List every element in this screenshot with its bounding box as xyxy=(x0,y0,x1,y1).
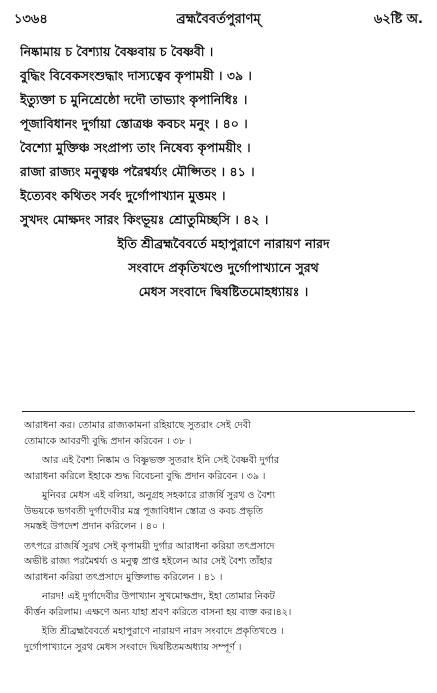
verse-line: নিষ্কামায় চ বৈশ্যায় বৈষ্ণবায় চ বৈষ্ণবী । xyxy=(20,44,214,59)
translation-line: ইতি শ্রীব্রহ্মবৈবর্তে মহাপুরাণে নারায়ণ নারদ সংবাদে প্রকৃতিখণ্ডে । xyxy=(42,626,284,637)
chapter-label: ৬২ষ্টি অ. xyxy=(373,12,423,27)
translation-line: কীর্ত্তন করিলাম। এক্ষণে অন্য যাহা শ্রবণ করিতে বাসনা হয় ব্যক্ত কর।৪২। xyxy=(24,606,292,618)
translation-line: আর এই বৈশ্য নিষ্কাম ও বিষ্ণুভক্ত সুতরাং ইনি সেই বৈষ্ণবী দুর্গার xyxy=(42,455,279,466)
translation-line: দুর্গোপাখ্যানে সুরথ মেধস সংবাদে দ্বিষষ্টিতমঅধ্যায় সম্পূর্ণ । xyxy=(24,641,242,653)
sanskrit-verses xyxy=(20,40,427,304)
colophon-line: সংবাদে প্রকৃতিখণ্ডে দুর্গোপাখ্যানে সুরথ xyxy=(128,260,319,275)
translation-line: আরাধনা করিয়া তৎপ্রসাদে মুক্তিলাভ করিলেন । ৪১ । xyxy=(24,571,223,583)
translation-line: অভীষ্ট রাজ্য পরমৈশ্বর্য্য ও মনুত্ব প্রাপ্ত হইলেন আর সেই বৈশ্য তাঁহার xyxy=(24,556,273,567)
page-header xyxy=(14,10,423,32)
translation-line: তোমাকে আবরণী বুদ্ধি প্রদান করিবেন । ৩৮ । xyxy=(24,435,192,447)
translation-line: নারদ! এই দুর্গাদেবীর উপাখ্যান সুখমোক্ষপ্রদ, ইহা তোমার নিকট xyxy=(42,591,275,602)
verse-line: পূজাবিধানং দুর্গায়া স্তোত্রঞ্চ কবচং মনুং । ৪০ । xyxy=(20,116,248,131)
translation-line: মুনিবর মেধস এই বলিয়া, অনুগ্রহ সহকারে রাজর্ষি সুরথ ও বৈশ্য xyxy=(42,490,276,501)
running-title: ব্রহ্মবৈবর্তপুরাণম্ xyxy=(176,12,261,27)
divider-rule xyxy=(22,411,415,412)
verse-line: রাজা রাজ্যং মনুত্বঞ্চ পরৈশ্বর্য্যং মৌপ্সিতং । ৪১ । xyxy=(20,164,255,179)
verse-line: ইত্যেবং কথিতং সর্বং দুর্গোপাখ্যান মুত্তমং । xyxy=(20,188,226,203)
page-number: ১৩৬৪ xyxy=(14,12,48,27)
translation-line: তৎপরে রাজর্ষি সুরথ সেই কৃপাময়ী দুর্গার আরাধনা করিয়া তৎপ্রসাদে xyxy=(24,540,275,552)
verse-line: ইত্যুক্তা চ মুনিশ্রেষ্ঠো দদৌ তাভ্যাং কৃপানিধিঃ । xyxy=(20,92,248,107)
colophon-line: ইতি শ্রীব্রহ্মবৈবর্তে মহাপুরাণে নারায়ণ নারদ xyxy=(117,236,330,251)
translation-line: সমস্তই উপদেশ প্রদান করিলেন । ৪০ । xyxy=(24,521,165,532)
verse-line: সুখদং মোক্ষদং সারং কিংভূয়ঃ শ্রোতুমিচ্ছসি । ৪২ । xyxy=(20,212,269,227)
translation-line: আরাধনা করিলে ইহাকে শুদ্ধ বিবেচনা বুদ্ধি প্রদান করিবেন । ৩৯ । xyxy=(24,470,266,482)
translation-line: আরাধনা কর। তোমার রাজ্যকামনা রহিয়াছে সুতরাং সেই দেবী xyxy=(24,420,251,431)
bengali-translation xyxy=(24,418,423,655)
colophon-line: মেধস সংবাদে দ্বিষষ্টিতমোহধ্যায়ঃ । xyxy=(138,284,309,299)
translation-line: উভয়কে ভগবতী দুর্গাদেবীর মন্ত্র পূজাবিধান স্তোত্র ও কবচ প্রভৃতি xyxy=(24,505,263,517)
verse-line: বুদ্ধিং বিবেকসংশুদ্ধাং দাস্যত্বেব কৃপাময়ী । ৩৯ । xyxy=(20,68,252,83)
verse-line: বৈশ্যো মুক্তিঞ্চ সংপ্রাপ্য তাং নিষেব্য কৃপাময়ীং । xyxy=(20,140,251,155)
